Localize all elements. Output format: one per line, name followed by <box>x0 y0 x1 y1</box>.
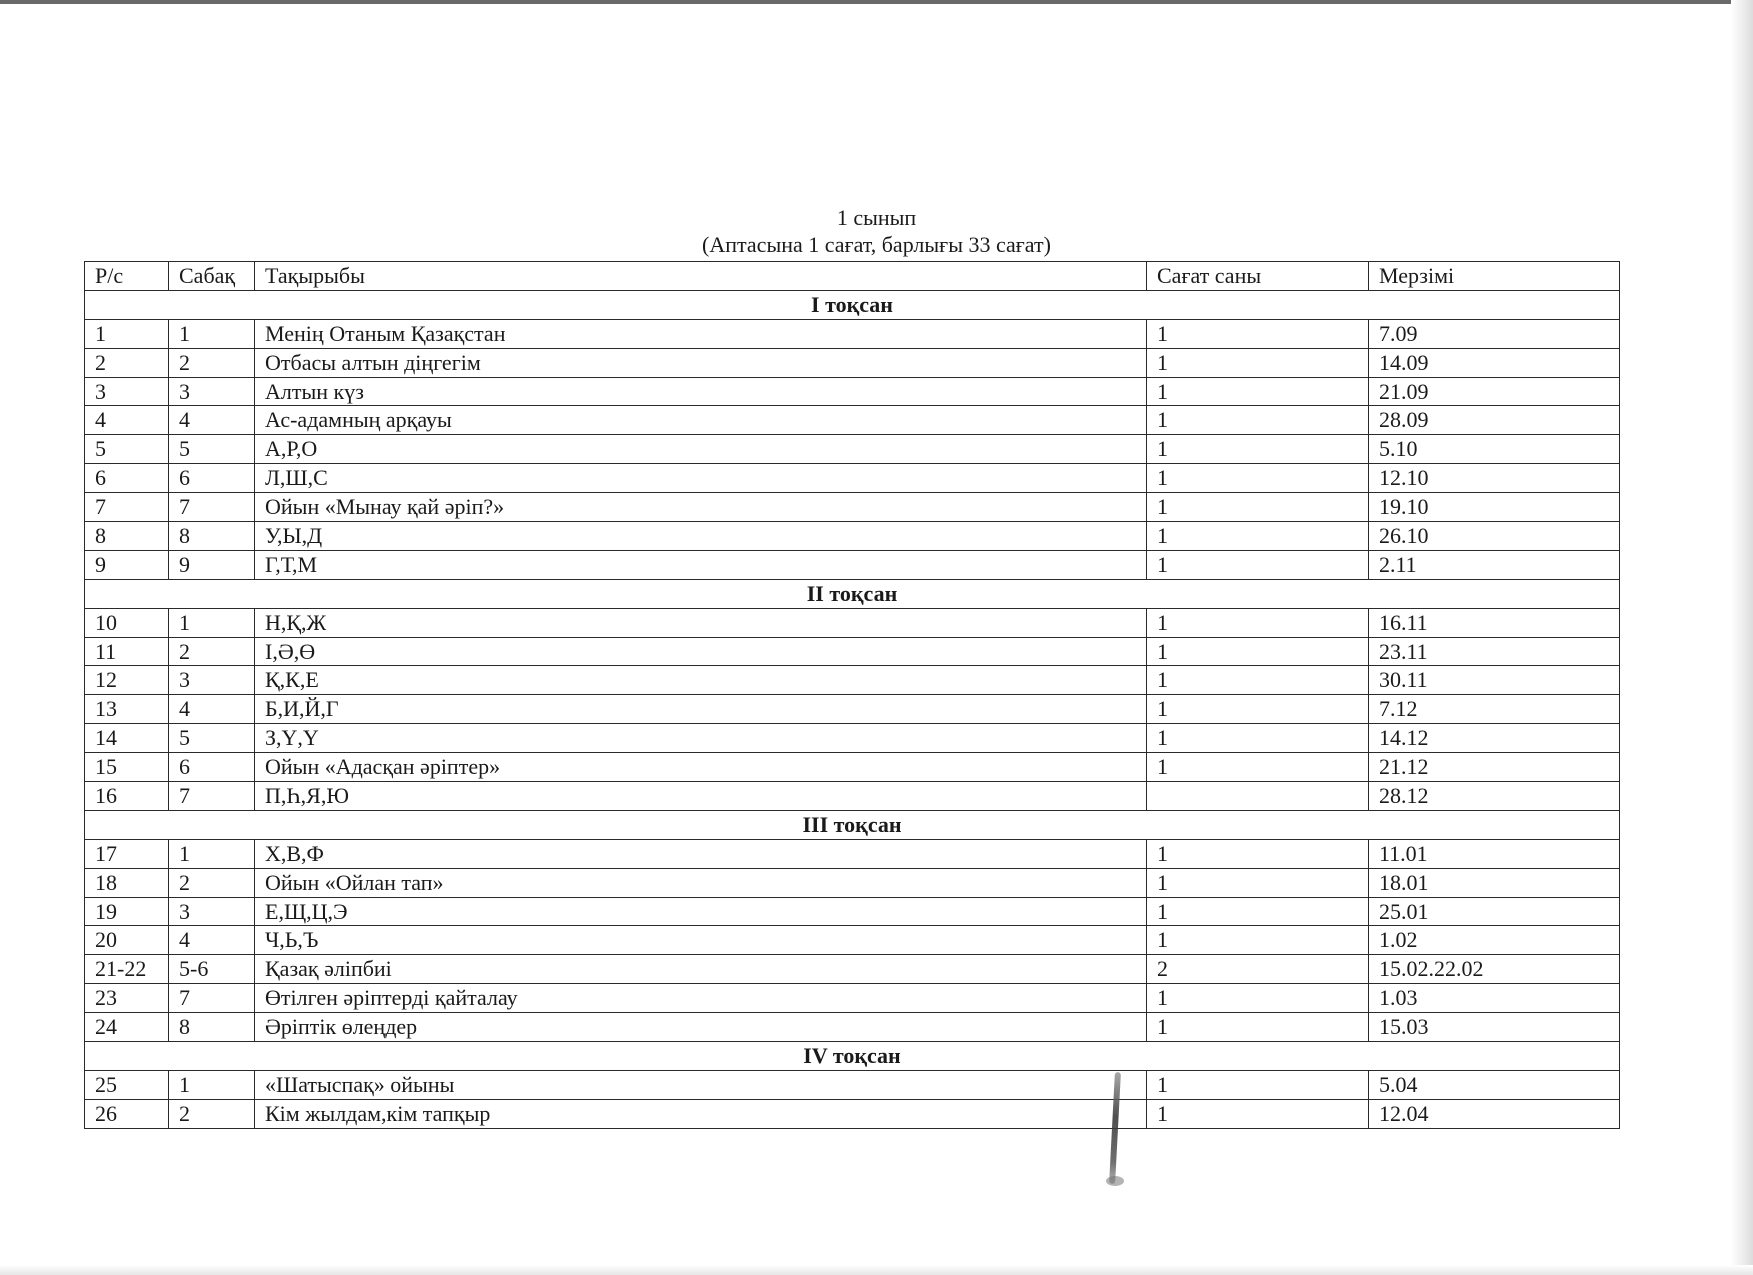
cell-date: 21.09 <box>1369 377 1620 406</box>
cell-date: 12.04 <box>1369 1099 1620 1128</box>
cell-topic: Х,В,Ф <box>255 839 1147 868</box>
cell-lesson: 2 <box>169 637 255 666</box>
cell-date: 21.12 <box>1369 753 1620 782</box>
cell-date: 16.11 <box>1369 608 1620 637</box>
cell-date: 28.12 <box>1369 782 1620 811</box>
scan-right-edge <box>1731 0 1753 1275</box>
cell-number: 8 <box>85 522 169 551</box>
quarter-header-row <box>85 579 1620 608</box>
cell-lesson: 1 <box>169 319 255 348</box>
cell-number: 16 <box>85 782 169 811</box>
cell-lesson: 4 <box>169 406 255 435</box>
cell-hours: 1 <box>1147 550 1369 579</box>
cell-hours: 1 <box>1147 348 1369 377</box>
cell-topic: Л,Ш,С <box>255 464 1147 493</box>
cell-date: 7.12 <box>1369 695 1620 724</box>
cell-hours: 1 <box>1147 666 1369 695</box>
cell-number: 5 <box>85 435 169 464</box>
cell-lesson: 7 <box>169 984 255 1013</box>
cell-number: 23 <box>85 984 169 1013</box>
cell-number: 24 <box>85 1013 169 1042</box>
cell-lesson: 7 <box>169 493 255 522</box>
table-row <box>85 637 1620 666</box>
table-row <box>85 666 1620 695</box>
cell-topic: Әріптік өлеңдер <box>255 1013 1147 1042</box>
cell-hours: 1 <box>1147 753 1369 782</box>
cell-hours: 1 <box>1147 1099 1369 1128</box>
cell-number: 26 <box>85 1099 169 1128</box>
cell-lesson: 3 <box>169 666 255 695</box>
cell-number: 18 <box>85 868 169 897</box>
cell-topic: Ас-адамның арқауы <box>255 406 1147 435</box>
cell-topic: Ч,Ь,Ъ <box>255 926 1147 955</box>
cell-date: 28.09 <box>1369 406 1620 435</box>
cell-topic: З,Ү,Y <box>255 724 1147 753</box>
cell-topic: «Шатыспақ» ойыны <box>255 1070 1147 1099</box>
cell-lesson: 1 <box>169 1070 255 1099</box>
cell-topic: Отбасы алтын діңгегім <box>255 348 1147 377</box>
header-cell-date: Мерзімі <box>1369 262 1620 291</box>
table-row <box>85 839 1620 868</box>
table-row <box>85 1099 1620 1128</box>
cell-hours: 1 <box>1147 695 1369 724</box>
quarter-header-row <box>85 290 1620 319</box>
cell-lesson: 3 <box>169 377 255 406</box>
cell-topic: Қ,К,Е <box>255 666 1147 695</box>
cell-hours: 1 <box>1147 406 1369 435</box>
document-title: 1 сынып <box>836 205 917 230</box>
cell-number: 20 <box>85 926 169 955</box>
cell-lesson: 1 <box>169 839 255 868</box>
cell-date: 11.01 <box>1369 839 1620 868</box>
header-cell-lesson: Сабақ <box>169 262 255 291</box>
table-row <box>85 435 1620 464</box>
cell-lesson: 2 <box>169 348 255 377</box>
cell-date: 1.02 <box>1369 926 1620 955</box>
table-row <box>85 550 1620 579</box>
cell-number: 17 <box>85 839 169 868</box>
cell-lesson: 3 <box>169 897 255 926</box>
quarter-title: IV тоқсан <box>85 1042 1620 1071</box>
cell-topic: Н,Қ,Ж <box>255 608 1147 637</box>
cell-lesson: 6 <box>169 753 255 782</box>
table-row <box>85 753 1620 782</box>
cell-hours: 1 <box>1147 984 1369 1013</box>
cell-number: 2 <box>85 348 169 377</box>
cell-hours: 1 <box>1147 1013 1369 1042</box>
cell-number: 12 <box>85 666 169 695</box>
cell-hours: 1 <box>1147 839 1369 868</box>
scan-top-edge <box>0 0 1753 4</box>
cell-number: 7 <box>85 493 169 522</box>
header-cell-hours: Сағат саны <box>1147 262 1369 291</box>
table-row <box>85 926 1620 955</box>
table-row <box>85 695 1620 724</box>
table-row <box>85 493 1620 522</box>
cell-topic: Кім жылдам,кім тапқыр <box>255 1099 1147 1128</box>
cell-hours: 1 <box>1147 1070 1369 1099</box>
table-row <box>85 984 1620 1013</box>
cell-lesson: 8 <box>169 522 255 551</box>
cell-topic: І,Ә,Ө <box>255 637 1147 666</box>
cell-number: 9 <box>85 550 169 579</box>
scan-bottom-edge <box>0 1265 1753 1275</box>
table-row <box>85 724 1620 753</box>
cell-topic: Қазақ әліпбиі <box>255 955 1147 984</box>
cell-topic: П,Һ,Я,Ю <box>255 782 1147 811</box>
table-row <box>85 955 1620 984</box>
cell-topic: Ойын «Мынау қай әріп?» <box>255 493 1147 522</box>
header-cell-topic: Тақырыбы <box>255 262 1147 291</box>
lesson-schedule-table <box>84 261 1620 1129</box>
cell-topic: Г,Т,М <box>255 550 1147 579</box>
cell-lesson: 5 <box>169 435 255 464</box>
cell-number: 19 <box>85 897 169 926</box>
cell-lesson: 4 <box>169 695 255 724</box>
cell-lesson: 7 <box>169 782 255 811</box>
cell-hours: 1 <box>1147 319 1369 348</box>
cell-hours: 2 <box>1147 955 1369 984</box>
cell-date: 14.09 <box>1369 348 1620 377</box>
cell-date: 30.11 <box>1369 666 1620 695</box>
cell-topic: Өтілген әріптерді қайталау <box>255 984 1147 1013</box>
cell-date: 23.11 <box>1369 637 1620 666</box>
cell-hours: 1 <box>1147 377 1369 406</box>
quarter-header-row <box>85 1042 1620 1071</box>
cell-hours: 1 <box>1147 522 1369 551</box>
cell-date: 25.01 <box>1369 897 1620 926</box>
cell-date: 19.10 <box>1369 493 1620 522</box>
cell-hours: 1 <box>1147 637 1369 666</box>
cell-number: 10 <box>85 608 169 637</box>
cell-topic: У,Ы,Д <box>255 522 1147 551</box>
cell-number: 11 <box>85 637 169 666</box>
cell-number: 15 <box>85 753 169 782</box>
cell-hours <box>1147 782 1369 811</box>
cell-date: 15.02.22.02 <box>1369 955 1620 984</box>
cell-date: 1.03 <box>1369 984 1620 1013</box>
cell-number: 13 <box>85 695 169 724</box>
table-header-row <box>85 262 1620 291</box>
cell-lesson: 1 <box>169 608 255 637</box>
cell-lesson: 9 <box>169 550 255 579</box>
cell-date: 7.09 <box>1369 319 1620 348</box>
scan-ink-blot <box>1106 1176 1124 1186</box>
cell-number: 25 <box>85 1070 169 1099</box>
table-row <box>85 782 1620 811</box>
cell-number: 21-22 <box>85 955 169 984</box>
cell-date: 15.03 <box>1369 1013 1620 1042</box>
cell-number: 3 <box>85 377 169 406</box>
cell-lesson: 5 <box>169 724 255 753</box>
cell-date: 26.10 <box>1369 522 1620 551</box>
quarter-title: III тоқсан <box>85 810 1620 839</box>
cell-date: 5.04 <box>1369 1070 1620 1099</box>
cell-lesson: 5-6 <box>169 955 255 984</box>
cell-hours: 1 <box>1147 608 1369 637</box>
cell-number: 6 <box>85 464 169 493</box>
cell-lesson: 2 <box>169 868 255 897</box>
cell-hours: 1 <box>1147 464 1369 493</box>
cell-number: 4 <box>85 406 169 435</box>
cell-topic: Алтын күз <box>255 377 1147 406</box>
table-row <box>85 608 1620 637</box>
table-row <box>85 1013 1620 1042</box>
cell-topic: Ойын «Ойлан тап» <box>255 868 1147 897</box>
cell-date: 14.12 <box>1369 724 1620 753</box>
cell-topic: Е,Щ,Ц,Э <box>255 897 1147 926</box>
table-row <box>85 464 1620 493</box>
quarter-title: II тоқсан <box>85 579 1620 608</box>
table-row <box>85 348 1620 377</box>
cell-lesson: 2 <box>169 1099 255 1128</box>
table-row <box>85 406 1620 435</box>
cell-date: 5.10 <box>1369 435 1620 464</box>
table-row <box>85 522 1620 551</box>
cell-date: 18.01 <box>1369 868 1620 897</box>
cell-lesson: 6 <box>169 464 255 493</box>
header-cell-number: Р/с <box>85 262 169 291</box>
cell-date: 2.11 <box>1369 550 1620 579</box>
table-row <box>85 868 1620 897</box>
cell-topic: Менің Отаным Қазақстан <box>255 319 1147 348</box>
cell-hours: 1 <box>1147 493 1369 522</box>
cell-hours: 1 <box>1147 435 1369 464</box>
document-subtitle: (Аптасына 1 сағат, барлығы 33 сағат) <box>702 232 1051 257</box>
cell-date: 12.10 <box>1369 464 1620 493</box>
cell-hours: 1 <box>1147 897 1369 926</box>
quarter-title: I тоқсан <box>85 290 1620 319</box>
cell-topic: Б,И,Й,Г <box>255 695 1147 724</box>
cell-number: 14 <box>85 724 169 753</box>
table-row <box>85 319 1620 348</box>
cell-hours: 1 <box>1147 724 1369 753</box>
table-row <box>85 377 1620 406</box>
cell-number: 1 <box>85 319 169 348</box>
cell-lesson: 8 <box>169 1013 255 1042</box>
table-row <box>85 1070 1620 1099</box>
cell-hours: 1 <box>1147 926 1369 955</box>
cell-topic: Ойын «Адасқан әріптер» <box>255 753 1147 782</box>
table-row <box>85 897 1620 926</box>
cell-topic: А,Р,О <box>255 435 1147 464</box>
cell-lesson: 4 <box>169 926 255 955</box>
cell-hours: 1 <box>1147 868 1369 897</box>
quarter-header-row <box>85 810 1620 839</box>
